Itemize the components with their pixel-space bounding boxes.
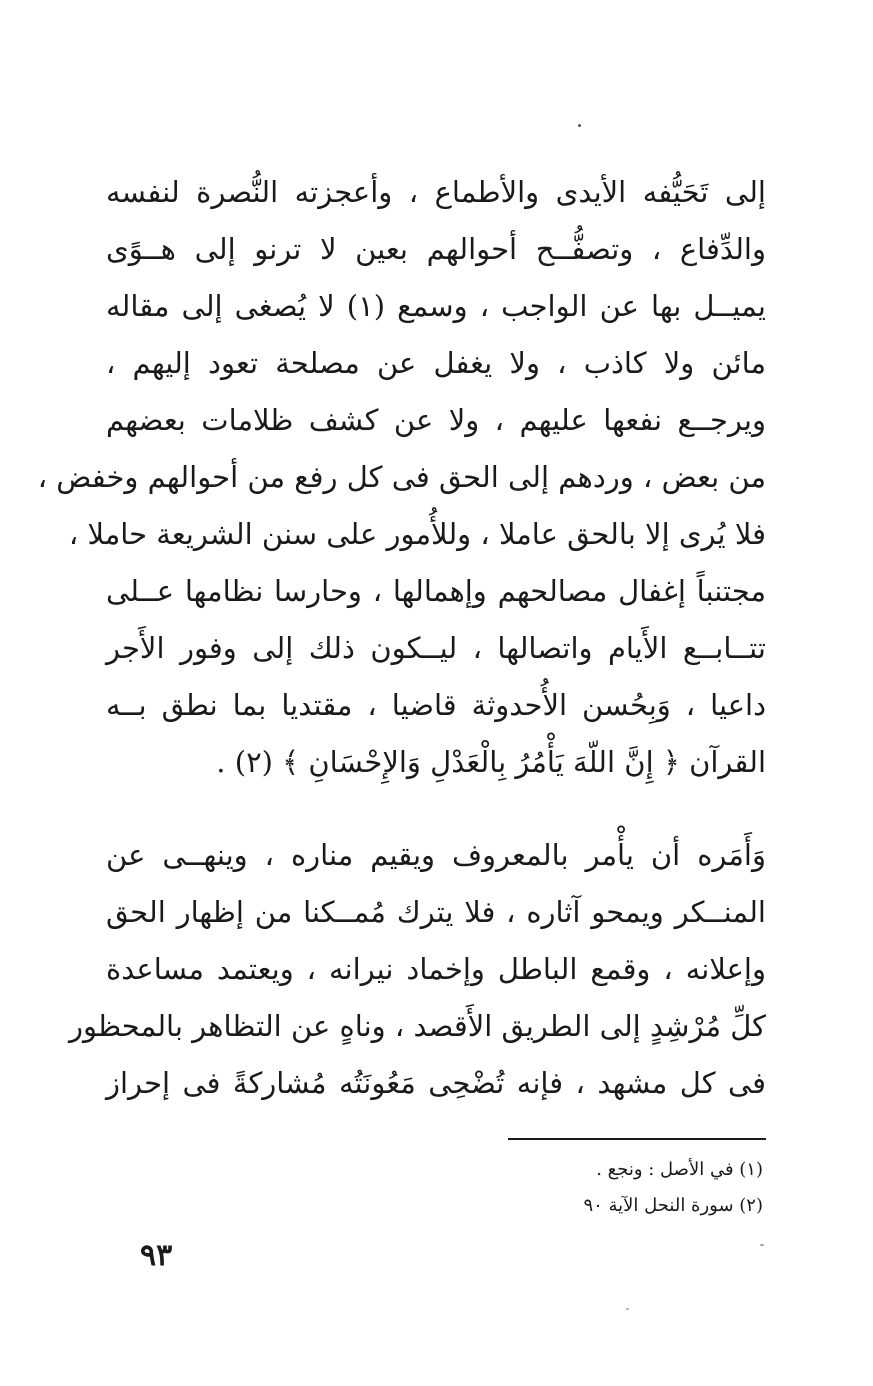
print-speck (760, 1244, 764, 1246)
footnote-divider (508, 1138, 766, 1140)
text-line: تتــابــع الأَيام واتصالها ، ليــكون ذلك إلى وفور الأَجر (106, 631, 766, 665)
text-line: وإعلانه ، وقمع الباطل وإخماد نيرانه ، ويعتمد مساعدة (106, 952, 766, 986)
text-line: إلى تَحَيُّفه الأيدى والأطماع ، وأعجزته النُّصرة لنفسه (106, 175, 766, 209)
text-line: من بعض ، وردهم إلى الحق فى كل رفع من أحوالهم وخفض ، (37, 460, 766, 494)
page-number: ٩٣ (140, 1238, 173, 1273)
text-line: ويرجــع نفعها عليهم ، ولا عن كشف ظلامات بعضهم (106, 403, 766, 437)
footnotes (583, 1152, 763, 1224)
paragraph-2 (68, 827, 766, 1112)
text-line: داعيا ، وَبِحُسن الأُحدوثة قاضيا ، مقتديا بما نطق بــه (106, 688, 766, 722)
footnote-1: (١) في الأصل : ونجع . (596, 1159, 763, 1180)
text-line: يميــل بها عن الواجب ، وسمع (١) لا يُصغى إلى مقاله (106, 289, 766, 323)
text-line: المنــكر ويمحو آثاره ، فلا يترك مُمــكنا من إظهار الحق (106, 895, 766, 929)
text-line: فلا يُرى إلا بالحق عاملا ، وللأُمور على سنن الشريعة حاملا ، (68, 517, 766, 551)
text-line: وَأَمَره أن يأْمر بالمعروف ويقيم مناره ، وينهــى عن (106, 838, 766, 872)
paragraph-1 (37, 164, 766, 791)
text-line: مجتنباً إغفال مصالحهم وإهمالها ، وحارسا نظامها عــلى (106, 574, 766, 608)
text-line: فى كل مشهد ، فإنه تُضْحِى مَعُونَتُه مُشاركةً فى إحراز (106, 1066, 766, 1100)
text-line: والدِّفاع ، وتصفُّــح أحوالهم بعين لا ترنو إلى هــوًى (106, 232, 766, 266)
text-line: القرآن ﴿ إِنَّ اللّهَ يَأْمُرُ بِالْعَدْلِ وَالإِحْسَانِ ﴾ (٢) . (216, 745, 766, 779)
text-line: مائن ولا كاذب ، ولا يغفل عن مصلحة تعود إليهم ، (106, 346, 766, 380)
print-speck (578, 124, 581, 127)
print-speck (626, 1308, 629, 1310)
text-line: كلِّ مُرْشِدٍ إلى الطريق الأَقصد ، وناهٍ عن التظاهر بالمحظور (68, 1009, 766, 1043)
footnote-2: (٢) سورة النحل الآية ٩٠ (583, 1195, 763, 1216)
